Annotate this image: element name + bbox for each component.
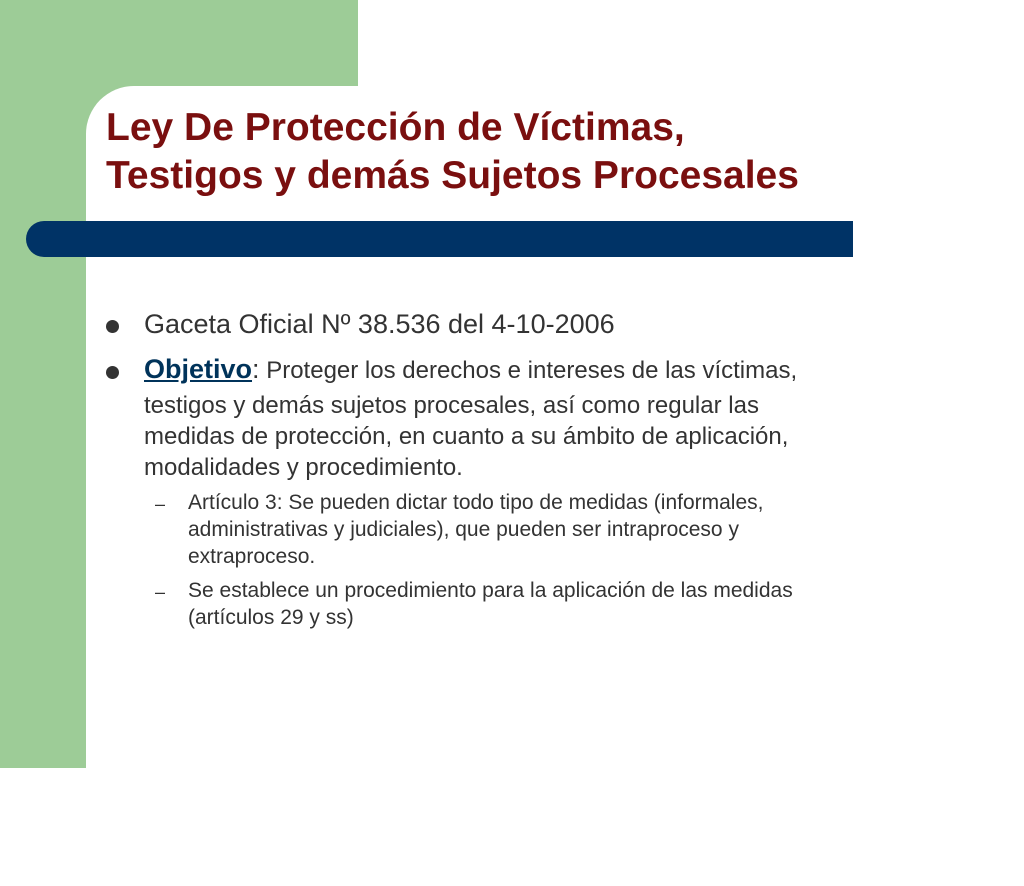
bullet-dot-2 bbox=[106, 366, 119, 379]
objetivo-text-line-4: modalidades y procedimiento. bbox=[144, 454, 463, 481]
subitem-articulo3-line-3: extraproceso. bbox=[188, 545, 316, 568]
objetivo-text-line-1: Proteger los derechos e intereses de las víctimas, bbox=[259, 357, 798, 384]
subitem-procedimiento-line-2: (artículos 29 y ss) bbox=[188, 606, 354, 629]
subitem-articulo3-line-1: Artículo 3: Se pueden dictar todo tipo de medidas (informales, bbox=[188, 491, 764, 514]
bullet-objetivo-line-1 bbox=[144, 354, 797, 386]
objetivo-label: Objetivo bbox=[144, 354, 253, 384]
subitem-procedimiento-line-1: Se establece un procedimiento para la aplicación de las medidas bbox=[188, 579, 793, 602]
bullet-dot-1 bbox=[106, 320, 119, 333]
slide-title-line-1: Ley De Protección de Víctimas, bbox=[106, 106, 685, 149]
subitem-dash-2: – bbox=[155, 582, 166, 602]
slide-title-line-2: Testigos y demás Sujetos Procesales bbox=[106, 154, 799, 197]
objetivo-text-line-3: medidas de protección, en cuanto a su ámbito de aplicación, bbox=[144, 423, 789, 450]
subitem-articulo3-line-2: administrativas y judiciales), que pueden ser intraproceso y bbox=[188, 518, 739, 541]
objetivo-colon: : bbox=[252, 354, 260, 384]
bullet-gaceta: Gaceta Oficial Nº 38.536 del 4-10-2006 bbox=[144, 309, 615, 339]
objetivo-text-line-2: testigos y demás sujetos procesales, así como regular las bbox=[144, 392, 759, 419]
subitem-dash-1: – bbox=[155, 494, 166, 514]
